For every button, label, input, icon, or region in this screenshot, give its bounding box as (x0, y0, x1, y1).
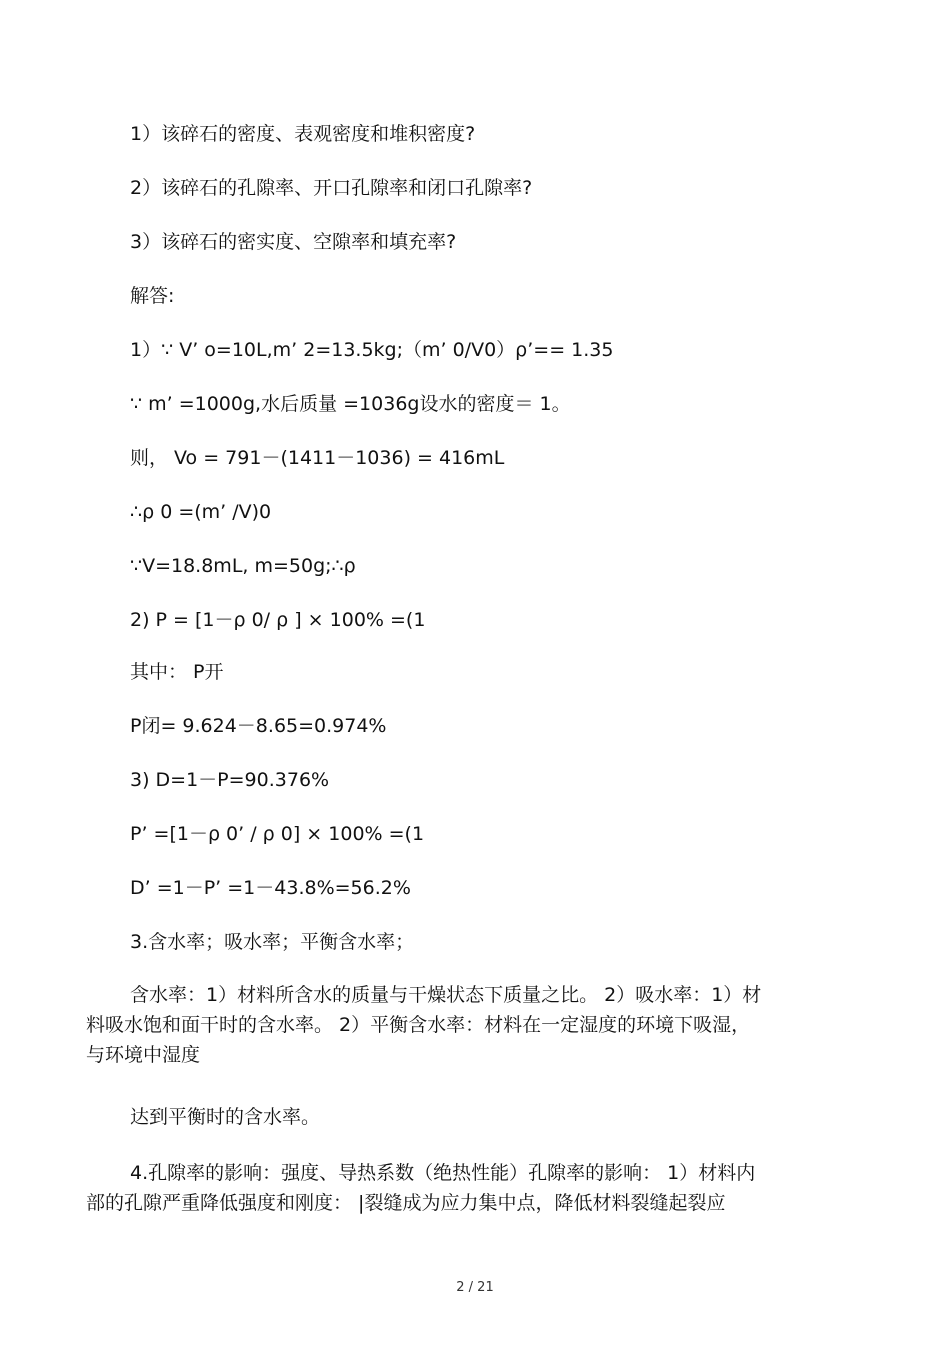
solution-line-1: 1）∵ V’ o=10L,m’ 2=13.5kg;（m’ 0/V0）ρ’== 1.35 (130, 339, 614, 361)
page-number: 2 / 21 (456, 1280, 494, 1295)
solution-line-11: D’ =1－P’ =1－43.8%=56.2% (130, 877, 411, 899)
moisture-paragraph-line-3: 与环境中湿度 (86, 1044, 201, 1066)
solution-line-5: ∵V=18.8mL, m=50g;∴ρ (130, 555, 356, 577)
solution-line-3: 则， Vo = 791－(1411－1036) = 416mL (130, 447, 505, 469)
moisture-paragraph-line-2: 料吸水饱和面干时的含水率。 2）平衡含水率：材料在一定湿度的环境下吸湿， (86, 1014, 751, 1036)
moisture-paragraph-line-1: 含水率：1）材料所含水的质量与干燥状态下质量之比。 2）吸水率：1）材 (130, 984, 762, 1006)
porosity-effect-paragraph (86, 1158, 866, 1218)
solution-line-2: ∵ m’ =1000g,水后质量 =1036g设水的密度＝ 1。 (130, 393, 571, 415)
solution-line-4: ∴ρ 0 =(m’ /V)0 (130, 501, 272, 523)
porosity-paragraph-line-1: 4.孔隙率的影响：强度、导热系数（绝热性能）孔隙率的影响： 1）材料内 (130, 1162, 756, 1184)
solution-line-7: 其中： P开 (130, 661, 224, 683)
solution-line-10: P’ =[1－ρ 0’ / ρ 0] × 100% =(1 (130, 823, 425, 845)
solution-line-9: 3) D=1－P=90.376% (130, 769, 330, 791)
moisture-definition-paragraph (86, 980, 866, 1070)
section-3-heading: 3.含水率；吸水率；平衡含水率； (130, 931, 415, 953)
question-2-line: 2）该碎石的孔隙率、开口孔隙率和闭口孔隙率? (130, 177, 533, 199)
answer-heading: 解答: (130, 285, 175, 307)
solution-line-6: 2) P = [1－ρ 0/ ρ ] × 100% =(1 (130, 609, 426, 631)
question-1-line: 1）该碎石的密度、表观密度和堆积密度? (130, 123, 476, 145)
solution-line-8: P闭= 9.624－8.65=0.974% (130, 715, 387, 737)
equilibrium-paragraph-line: 达到平衡时的含水率。 (130, 1106, 321, 1128)
equilibrium-paragraph (86, 1102, 866, 1132)
question-3-line: 3）该碎石的密实度、空隙率和填充率? (130, 231, 457, 253)
porosity-paragraph-line-2: 部的孔隙严重降低强度和刚度： |裂缝成为应力集中点，降低材料裂缝起裂应 (86, 1192, 726, 1214)
